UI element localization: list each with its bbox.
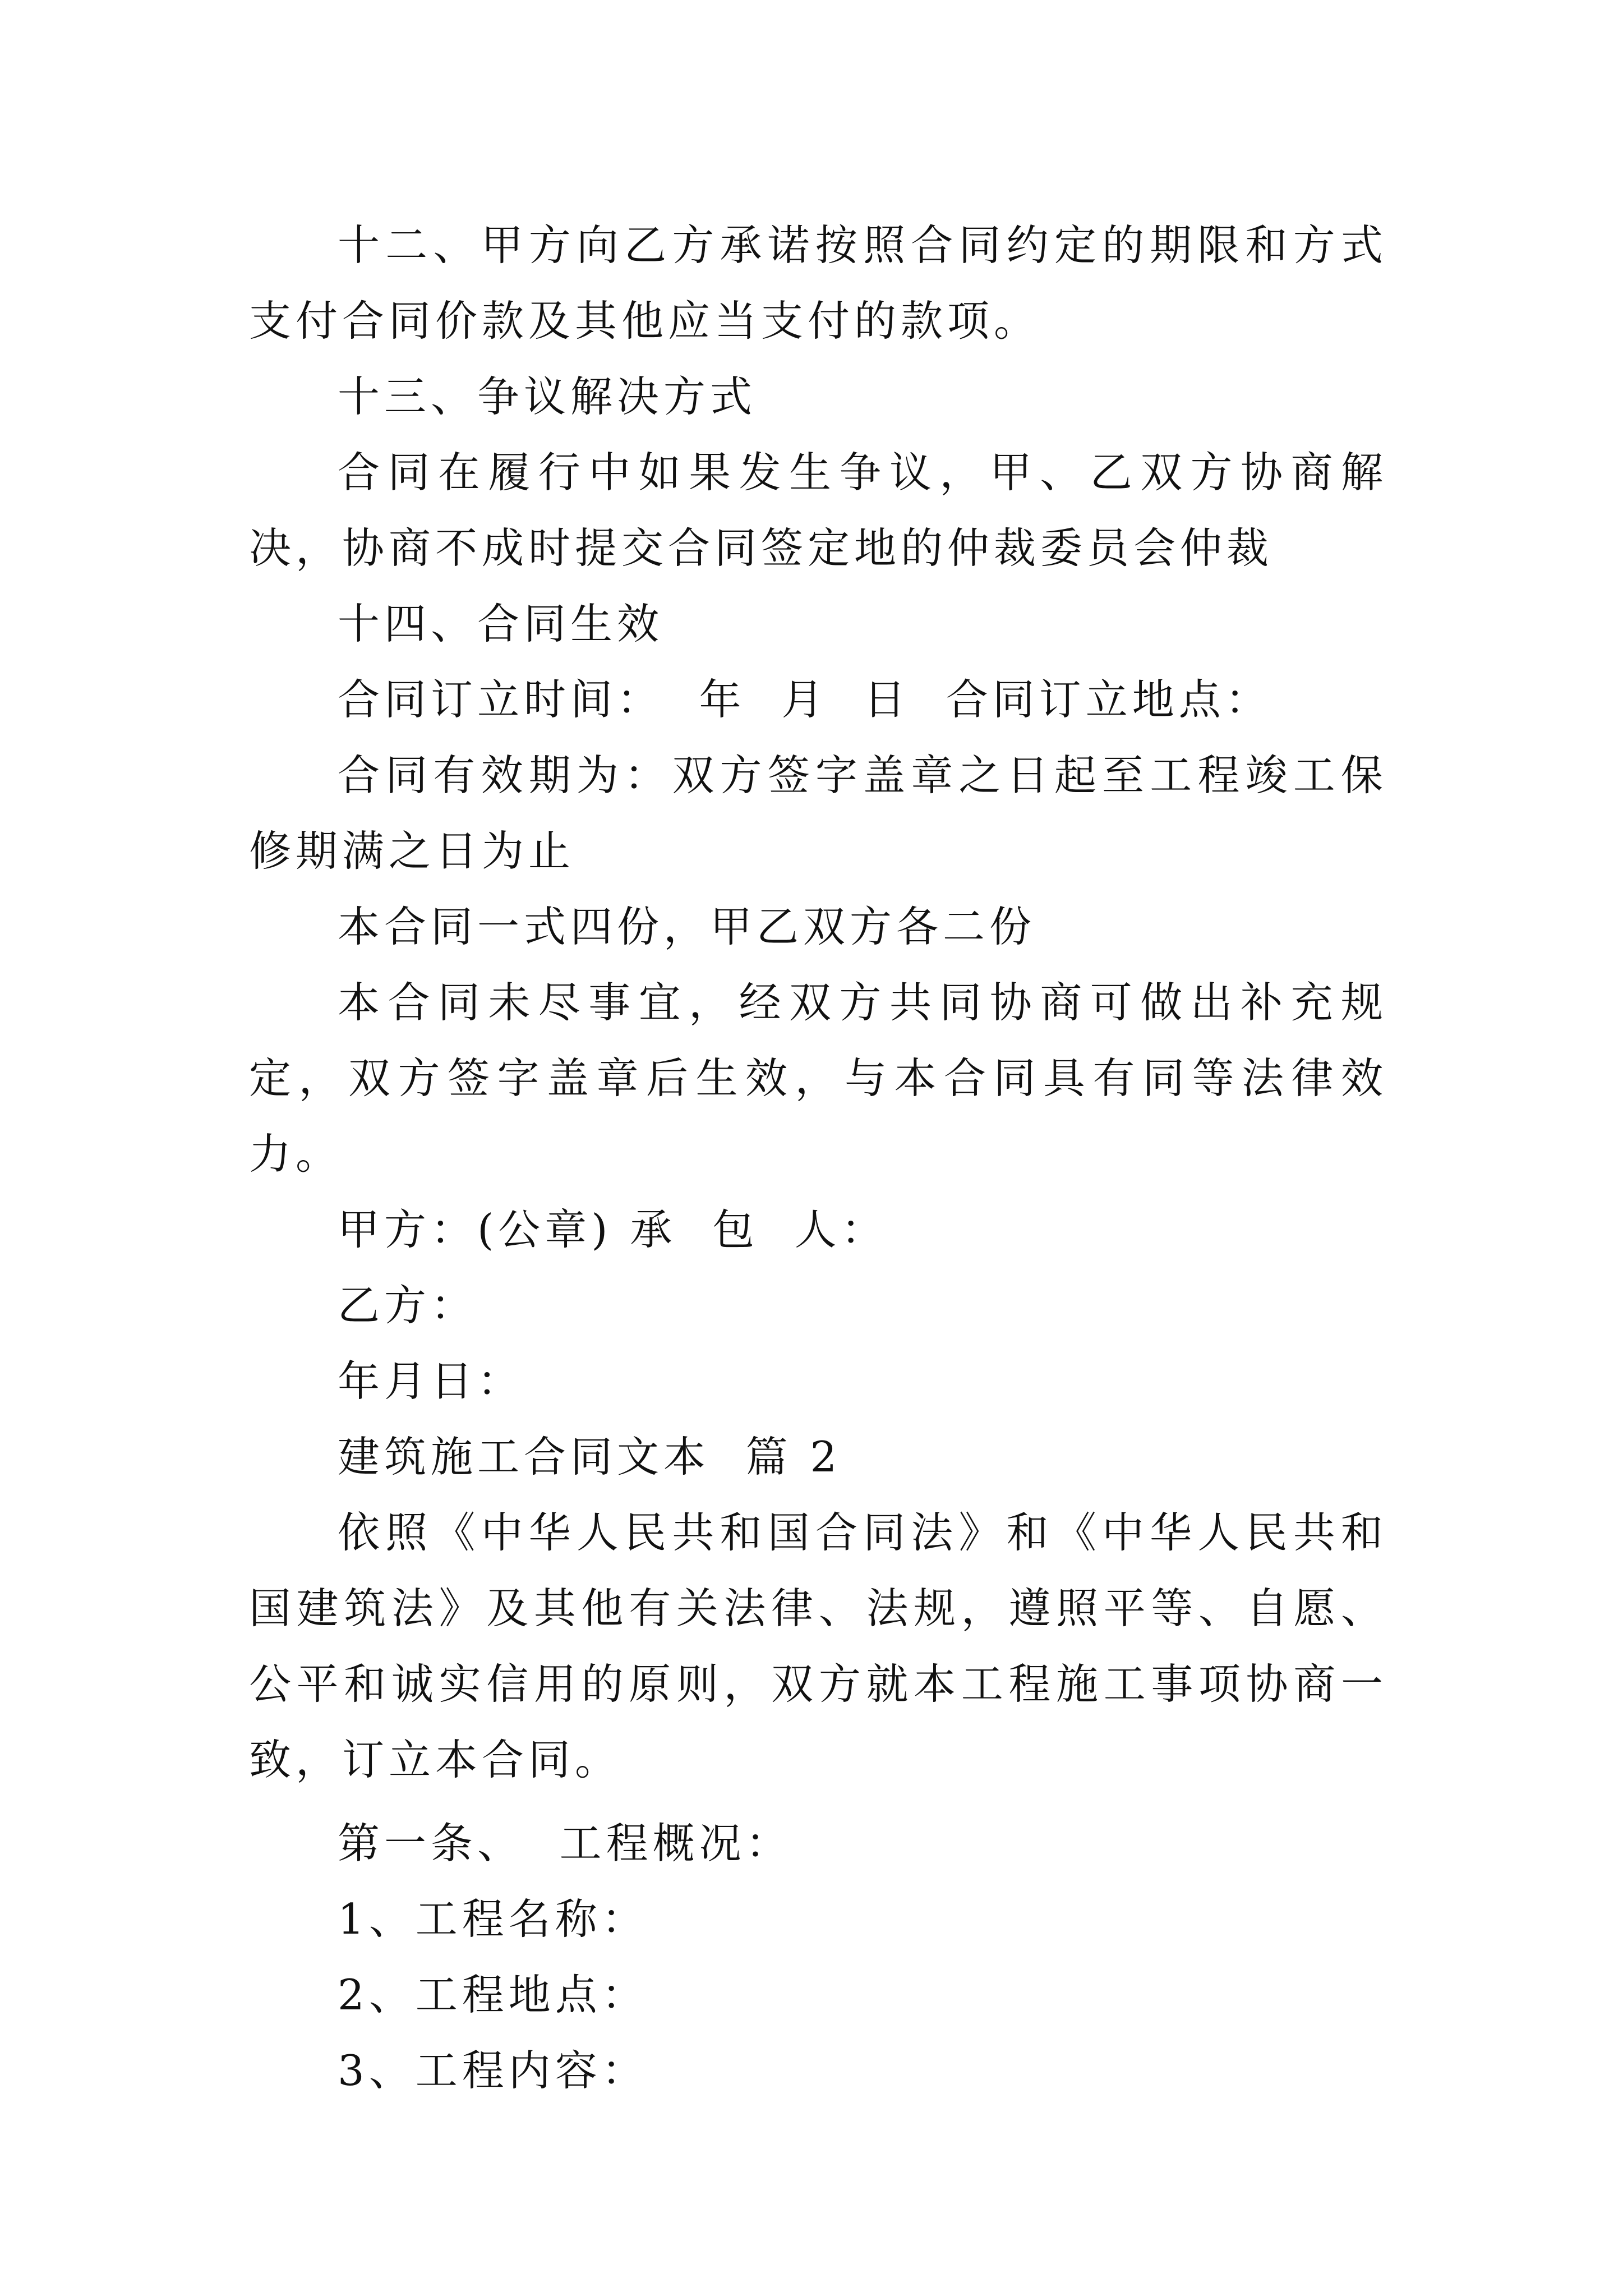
clause-14-heading: 十四、合同生效	[338, 599, 664, 648]
clause-12-paragraph: 十二、甲方向乙方承诺按照合同约定的期限和方式支付合同价款及其他应当支付的款项。	[249, 220, 1387, 346]
signature-date-line: 年月日：	[338, 1356, 524, 1406]
party-a-signature-line: 甲方：(公章) 承 包 人：	[338, 1205, 888, 1254]
project-name-line: 1、工程名称：	[338, 1894, 648, 1944]
copies-line: 本合同一式四份，甲乙双方各二份	[338, 902, 1036, 951]
section-2-title: 建筑施工合同文本 篇 2	[338, 1432, 842, 1481]
project-location-line: 2、工程地点：	[338, 1970, 648, 2019]
preamble-paragraph: 依照《中华人民共和国合同法》和《中华人民共和国建筑法》及其他有关法律、法规，遵照平等、自愿、公平和诚实信用的原则，双方就本工程施工事项协商一致，订立本合同。	[249, 1508, 1387, 1784]
party-b-signature-line: 乙方：	[338, 1281, 478, 1330]
dispute-resolution-paragraph: 合同在履行中如果发生争议，甲、乙双方协商解决，协商不成时提交合同签定地的仲裁委员会仲裁	[249, 448, 1387, 573]
document-body	[249, 208, 1387, 2109]
contract-date-place-line: 合同订立时间： 年 月 日 合同订立地点：	[338, 675, 1272, 724]
article-1-heading: 第一条、 工程概况：	[338, 1819, 792, 1868]
project-content-line: 3、工程内容：	[338, 2046, 648, 2095]
supplement-paragraph: 本合同未尽事宜，经双方共同协商可做出补充规定，双方签字盖章后生效，与本合同具有同等法律效力。	[249, 978, 1387, 1179]
clause-13-heading: 十三、争议解决方式	[338, 372, 757, 421]
validity-period-paragraph: 合同有效期为：双方签字盖章之日起至工程竣工保修期满之日为止	[249, 751, 1387, 876]
